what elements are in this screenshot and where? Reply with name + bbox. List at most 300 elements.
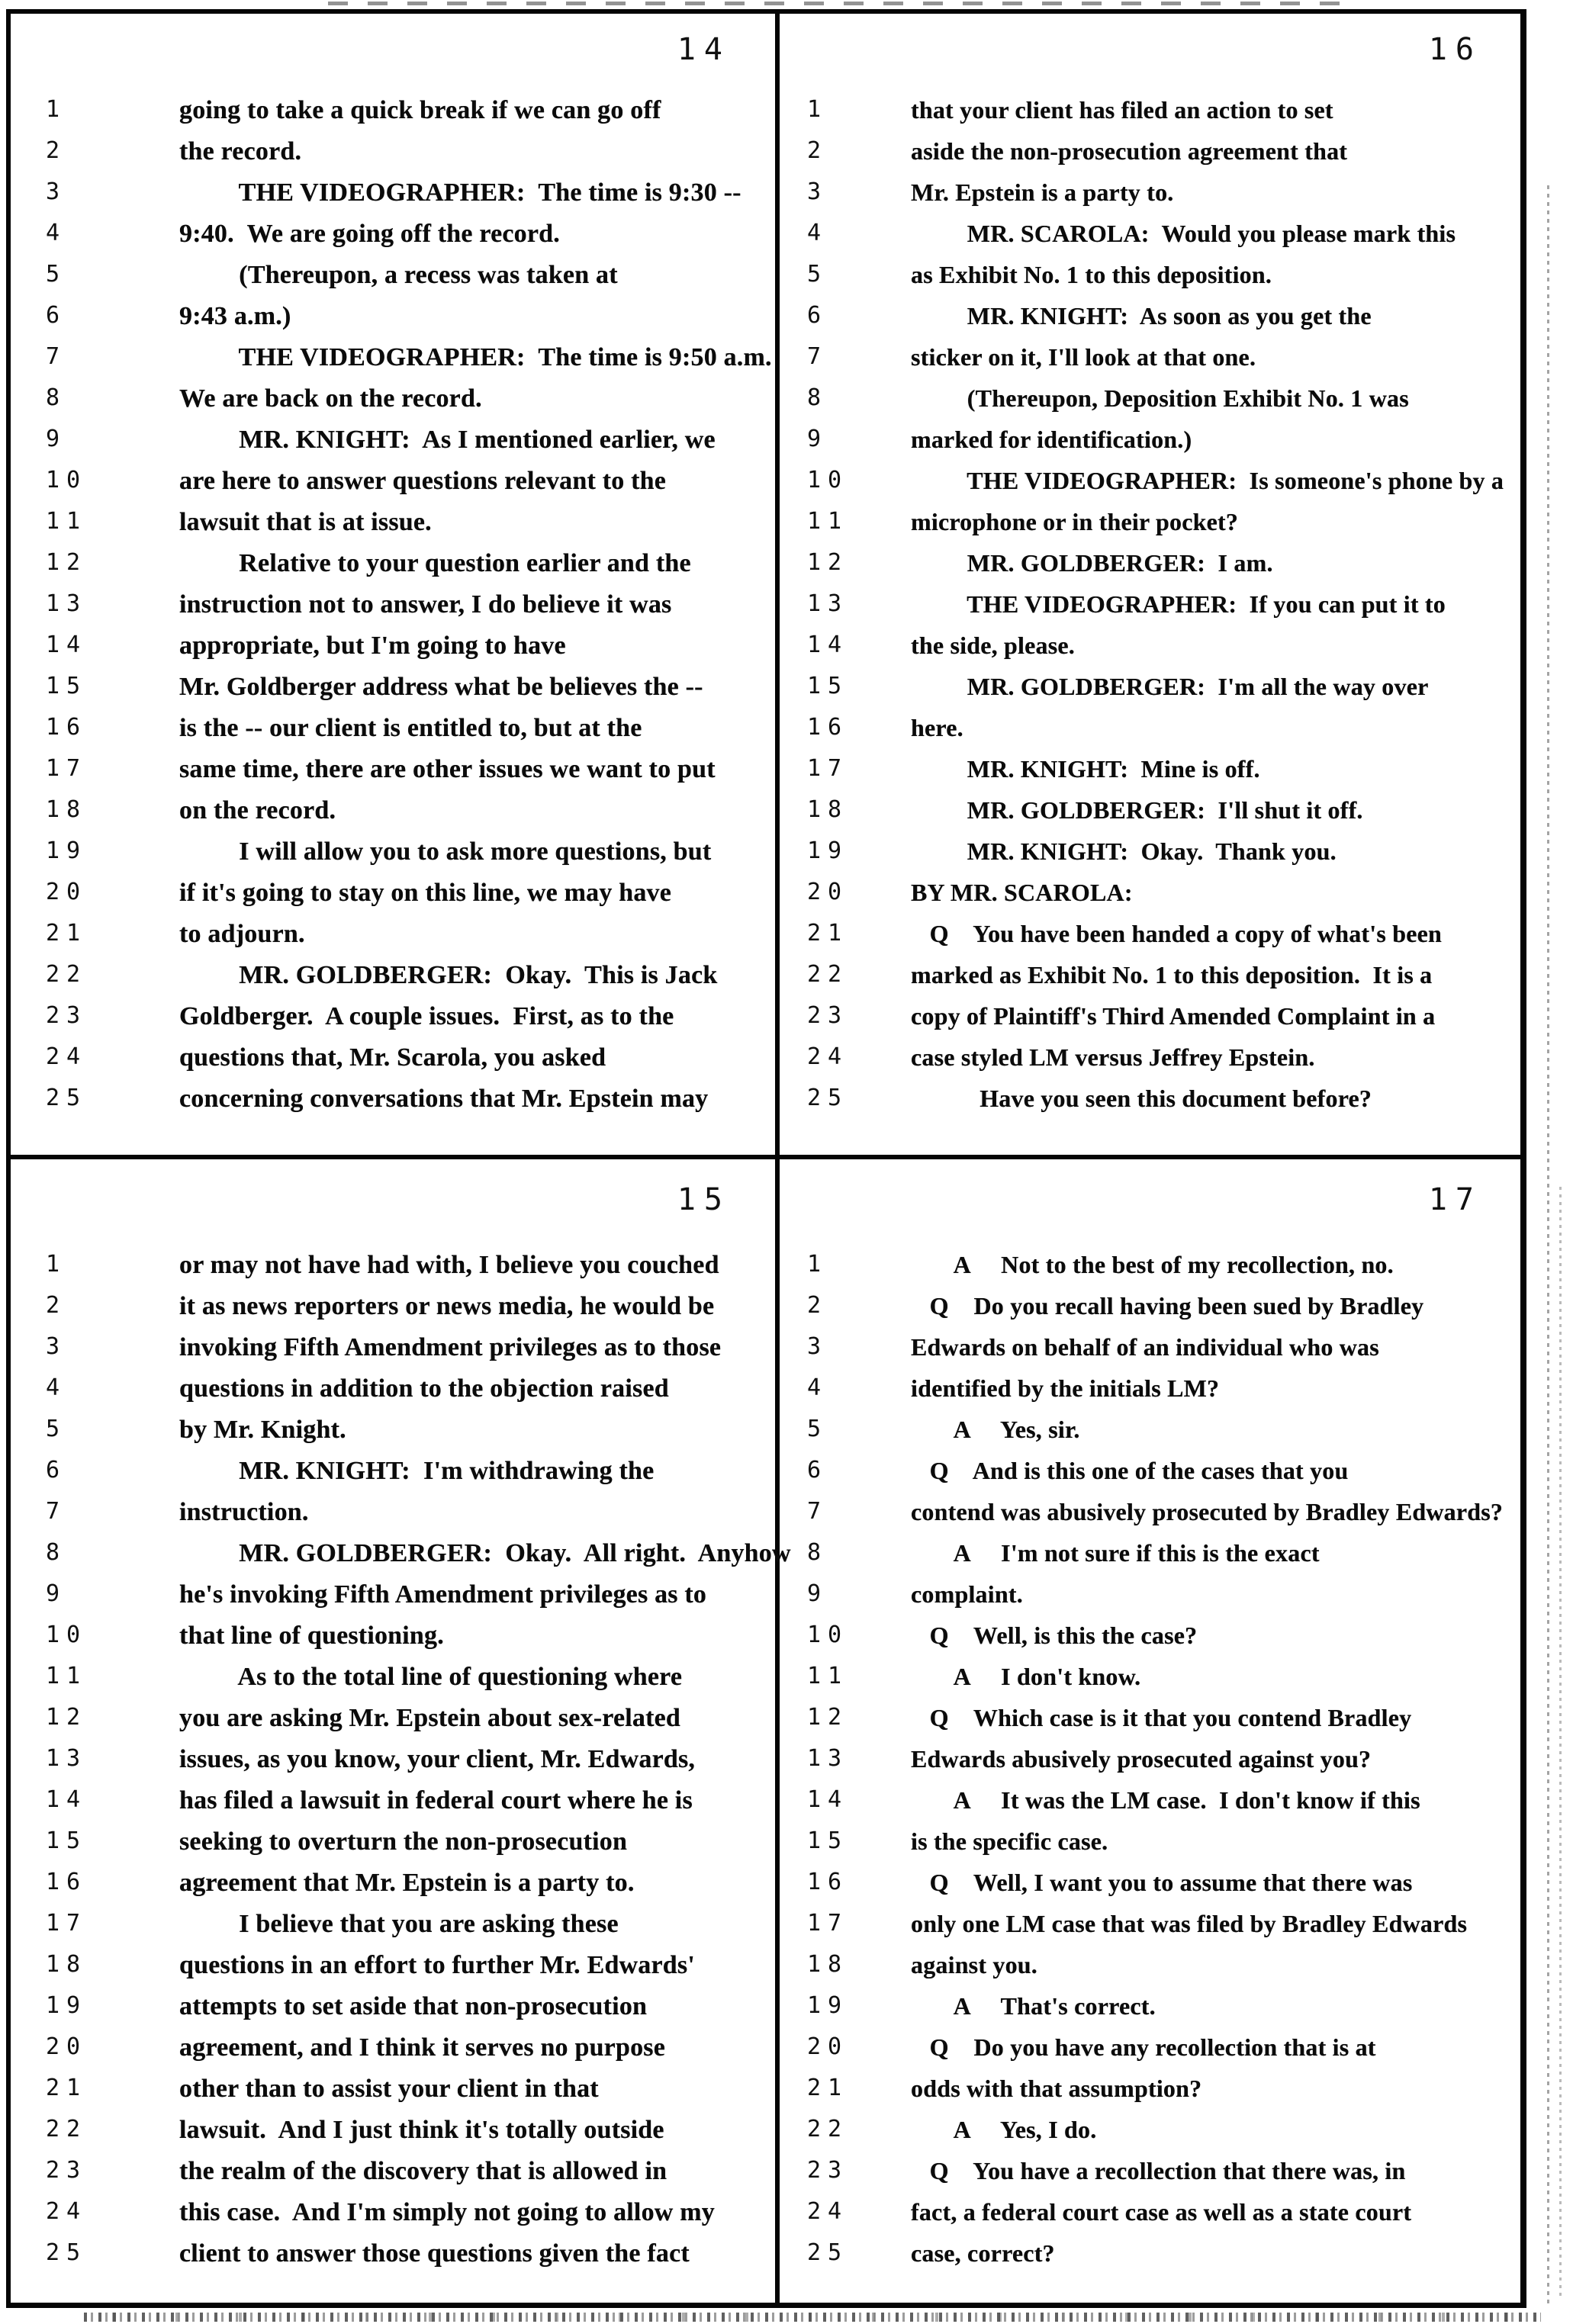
line-number: 4: [46, 1374, 67, 1401]
line-text: A That's correct.: [911, 1992, 1156, 2020]
line-number: 14: [46, 1786, 88, 1813]
transcript-line: [6, 1951, 775, 1992]
line-number: 12: [807, 1704, 849, 1731]
transcript-line: [780, 1085, 1526, 1126]
transcript-line: [780, 879, 1526, 920]
line-number: 22: [807, 2116, 849, 2142]
line-number: 3: [46, 1333, 67, 1360]
transcript-line: [6, 1333, 775, 1374]
transcript-line: [780, 590, 1526, 632]
line-text: lawsuit that is at issue.: [179, 508, 432, 536]
transcript-line: [780, 220, 1526, 261]
transcript-page-16: [780, 9, 1526, 1155]
transcript-line: [780, 1457, 1526, 1498]
transcript-line: [780, 137, 1526, 178]
line-number: 10: [46, 1622, 88, 1648]
line-text: is the -- our client is entitled to, but at the: [179, 714, 642, 742]
line-number: 14: [46, 632, 88, 658]
transcript-line: [6, 632, 775, 673]
transcript-line: [780, 2116, 1526, 2157]
line-number: 8: [807, 1539, 828, 1566]
line-text: he's invoking Fifth Amendment privileges as to: [179, 1580, 707, 1609]
line-number: 22: [46, 961, 88, 988]
line-number: 1: [807, 96, 828, 123]
line-number: 15: [46, 673, 88, 699]
line-text: Edwards abusively prosecuted against you?: [911, 1745, 1372, 1773]
line-text: the record.: [179, 137, 302, 166]
line-text: marked for identification.): [911, 426, 1192, 453]
line-text: Q Which case is it that you contend Bradley: [911, 1704, 1412, 1731]
line-text: 9:40. We are going off the record.: [179, 220, 560, 248]
line-number: 15: [807, 1827, 849, 1854]
line-text: odds with that assumption?: [911, 2075, 1202, 2102]
line-text: going to take a quick break if we can go off: [179, 96, 661, 124]
transcript-line: [780, 343, 1526, 384]
transcript-line: [780, 178, 1526, 220]
line-number: 6: [46, 1457, 67, 1483]
line-number: 20: [46, 879, 88, 905]
line-number: 24: [807, 1043, 849, 1070]
transcript-line: [780, 549, 1526, 590]
line-text: agreement, and I think it serves no purpose: [179, 2033, 666, 2062]
line-number: 20: [807, 2033, 849, 2060]
line-number: 12: [46, 549, 88, 576]
line-number: 21: [46, 920, 88, 947]
line-number: 6: [807, 302, 828, 329]
line-text: Q Well, is this the case?: [911, 1622, 1198, 1649]
scan-noise-top-edge: [328, 2, 1343, 5]
line-number: 21: [46, 2075, 88, 2101]
line-text: Q Do you recall having been sued by Bradley: [911, 1292, 1424, 1320]
line-number: 7: [807, 343, 828, 370]
line-text: complaint.: [911, 1580, 1023, 1608]
transcript-line: [780, 384, 1526, 426]
transcript-line: [6, 2033, 775, 2075]
line-text: the side, please.: [911, 632, 1075, 659]
page-number: 15: [677, 1182, 731, 1217]
line-text: A Yes, sir.: [911, 1416, 1080, 1443]
transcript-line: [780, 920, 1526, 961]
transcript-line: [780, 2198, 1526, 2239]
line-text: A Yes, I do.: [911, 2116, 1097, 2143]
line-text: if it's going to stay on this line, we may have: [179, 879, 672, 907]
transcript-line: [6, 178, 775, 220]
line-number: 11: [46, 1663, 88, 1689]
line-text: case styled LM versus Jeffrey Epstein.: [911, 1043, 1315, 1071]
transcript-line: [6, 2239, 775, 2281]
line-number: 5: [807, 261, 828, 288]
line-number: 2: [46, 1292, 67, 1319]
transcript-line: [6, 1251, 775, 1292]
line-text: MR. GOLDBERGER: Okay. This is Jack: [179, 961, 718, 989]
line-number: 10: [807, 1622, 849, 1648]
transcript-line: [6, 261, 775, 302]
line-number: 16: [46, 714, 88, 741]
line-text: that line of questioning.: [179, 1622, 444, 1650]
line-text: Q Do you have any recollection that is at: [911, 2033, 1376, 2061]
line-text: MR. GOLDBERGER: Okay. All right. Anyhow: [179, 1539, 791, 1567]
line-text: has filed a lawsuit in federal court where he is: [179, 1786, 693, 1815]
scan-noise-right-edge: [1547, 183, 1549, 2303]
line-number: 9: [807, 1580, 828, 1607]
line-text: to adjourn.: [179, 920, 305, 948]
line-text: questions in an effort to further Mr. Edwards': [179, 1951, 695, 1979]
transcript-page-14: [6, 9, 775, 1155]
transcript-line: [780, 1622, 1526, 1663]
line-text: MR. GOLDBERGER: I'm all the way over: [911, 673, 1429, 700]
line-text: Q You have a recollection that there was, in: [911, 2157, 1406, 2184]
line-text: As to the total line of questioning where: [179, 1663, 683, 1691]
line-number: 11: [807, 1663, 849, 1689]
line-number: 21: [807, 2075, 849, 2101]
line-number: 13: [46, 1745, 88, 1772]
transcript-line: [6, 1910, 775, 1951]
line-number: 11: [807, 508, 849, 535]
line-text: questions in addition to the objection raised: [179, 1374, 669, 1403]
transcript-line: [780, 1663, 1526, 1704]
line-number: 19: [807, 837, 849, 864]
transcript-line: [780, 2075, 1526, 2116]
line-number: 9: [807, 426, 828, 452]
transcript-line: [6, 1580, 775, 1622]
line-text: THE VIDEOGRAPHER: The time is 9:30 --: [179, 178, 741, 207]
page-number: 17: [1428, 1182, 1482, 1217]
line-text: attempts to set aside that non-prosecution: [179, 1992, 648, 2020]
transcript-line: [6, 1085, 775, 1126]
transcript-line: [780, 1416, 1526, 1457]
transcript-line: [780, 1251, 1526, 1292]
transcript-line: [780, 467, 1526, 508]
transcript-line: [780, 673, 1526, 714]
line-number: 3: [807, 1333, 828, 1360]
line-text: agreement that Mr. Epstein is a party to.: [179, 1869, 635, 1897]
line-number: 17: [46, 755, 88, 782]
line-text: that your client has filed an action to set: [911, 96, 1333, 124]
transcript-line: [6, 426, 775, 467]
transcript-line: [780, 1992, 1526, 2033]
line-text: other than to assist your client in that: [179, 2075, 599, 2103]
line-text: Q And is this one of the cases that you: [911, 1457, 1349, 1484]
transcript-line: [780, 1498, 1526, 1539]
line-text: MR. KNIGHT: As I mentioned earlier, we: [179, 426, 716, 454]
line-text: MR. SCAROLA: Would you please mark this: [911, 220, 1456, 247]
line-text: invoking Fifth Amendment privileges as to those: [179, 1333, 722, 1361]
line-text: against you.: [911, 1951, 1037, 1978]
line-number: 17: [807, 755, 849, 782]
transcript-line: [6, 2116, 775, 2157]
line-number: 19: [46, 1992, 88, 2019]
transcript-line: [6, 1002, 775, 1043]
line-text: THE VIDEOGRAPHER: If you can put it to: [911, 590, 1446, 618]
transcript-line: [780, 1745, 1526, 1786]
transcript-line: [6, 1869, 775, 1910]
transcript-line: [780, 1333, 1526, 1374]
line-text: MR. GOLDBERGER: I'll shut it off.: [911, 796, 1363, 824]
transcript-line: [6, 1498, 775, 1539]
transcript-line: [780, 1539, 1526, 1580]
line-text: questions that, Mr. Scarola, you asked: [179, 1043, 606, 1072]
transcript-line: [780, 632, 1526, 673]
line-number: 1: [46, 1251, 67, 1278]
line-text: MR. KNIGHT: As soon as you get the: [911, 302, 1372, 329]
line-number: 13: [46, 590, 88, 617]
line-number: 18: [807, 796, 849, 823]
line-text: Mr. Goldberger address what be believes the --: [179, 673, 703, 701]
line-number: 8: [46, 384, 67, 411]
transcript-line: [780, 1292, 1526, 1333]
line-text: Relative to your question earlier and the: [179, 549, 691, 577]
transcript-line: [6, 220, 775, 261]
line-text: We are back on the record.: [179, 384, 482, 413]
line-number: 22: [807, 961, 849, 988]
page-number: 14: [677, 32, 731, 67]
line-text: contend was abusively prosecuted by Bradley Edwards?: [911, 1498, 1504, 1525]
line-text: concerning conversations that Mr. Epstein may: [179, 1085, 709, 1113]
line-text: you are asking Mr. Epstein about sex-related: [179, 1704, 681, 1732]
line-text: Mr. Epstein is a party to.: [911, 178, 1174, 206]
line-number: 13: [807, 590, 849, 617]
line-number: 18: [46, 796, 88, 823]
line-text: client to answer those questions given the fact: [179, 2239, 690, 2268]
line-number: 17: [46, 1910, 88, 1937]
line-number: 20: [807, 879, 849, 905]
transcript-line: [780, 1374, 1526, 1416]
line-text: marked as Exhibit No. 1 to this deposition. It is a: [911, 961, 1433, 988]
transcript-line: [6, 1704, 775, 1745]
transcript-line: [780, 302, 1526, 343]
transcript-line: [780, 755, 1526, 796]
line-text: Goldberger. A couple issues. First, as to the: [179, 1002, 674, 1030]
line-number: 3: [807, 178, 828, 205]
transcript-line: [6, 343, 775, 384]
line-text: Edwards on behalf of an individual who was: [911, 1333, 1379, 1361]
line-text: appropriate, but I'm going to have: [179, 632, 566, 660]
line-text: same time, there are other issues we want to put: [179, 755, 716, 783]
line-number: 18: [46, 1951, 88, 1978]
line-number: 5: [807, 1416, 828, 1442]
line-text: MR. KNIGHT: Okay. Thank you.: [911, 837, 1337, 865]
transcript-page-15: [6, 1159, 791, 2308]
line-number: 2: [46, 137, 67, 164]
line-text: here.: [911, 714, 963, 741]
line-number: 24: [807, 2198, 849, 2225]
line-number: 16: [807, 1869, 849, 1895]
line-number: 18: [807, 1951, 849, 1978]
line-text: A I'm not sure if this is the exact: [911, 1539, 1320, 1567]
transcript-line: [780, 837, 1526, 879]
line-number: 9: [46, 1580, 67, 1607]
line-text: as Exhibit No. 1 to this deposition.: [911, 261, 1272, 288]
line-number: 3: [46, 178, 67, 205]
transcript-line: [780, 961, 1526, 1002]
transcript-line: [780, 1951, 1526, 1992]
line-number: 5: [46, 1416, 67, 1442]
line-number: 25: [807, 1085, 849, 1111]
transcript-line: [780, 1786, 1526, 1827]
line-number: 22: [46, 2116, 88, 2142]
line-text: sticker on it, I'll look at that one.: [911, 343, 1256, 371]
transcript-line: [6, 1416, 775, 1457]
line-number: 11: [46, 508, 88, 535]
line-text: MR. KNIGHT: I'm withdrawing the: [179, 1457, 655, 1485]
transcript-line: [6, 1043, 775, 1085]
line-number: 23: [46, 2157, 88, 2184]
line-number: 25: [46, 2239, 88, 2266]
transcript-line: [780, 2157, 1526, 2198]
line-text: (Thereupon, Deposition Exhibit No. 1 was: [911, 384, 1409, 412]
line-text: Q Well, I want you to assume that there was: [911, 1869, 1413, 1896]
transcript-line: [6, 920, 775, 961]
line-text: fact, a federal court case as well as a state court: [911, 2198, 1412, 2226]
line-text: instruction not to answer, I do believe it was: [179, 590, 672, 619]
transcript-line: [6, 2075, 775, 2116]
line-text: microphone or in their pocket?: [911, 508, 1239, 535]
line-text: or may not have had with, I believe you couched: [179, 1251, 719, 1279]
line-number: 23: [807, 1002, 849, 1029]
line-text: is the specific case.: [911, 1827, 1108, 1855]
line-text: instruction.: [179, 1498, 309, 1526]
scan-noise-bottom-edge: [84, 2313, 1541, 2322]
line-text: case, correct?: [911, 2239, 1055, 2267]
line-number: 4: [807, 220, 828, 246]
transcript-line: [780, 1043, 1526, 1085]
line-number: 13: [807, 1745, 849, 1772]
line-number: 2: [807, 137, 828, 164]
transcript-line: [6, 837, 775, 879]
line-text: A Not to the best of my recollection, no.: [911, 1251, 1394, 1278]
scan-noise-right-edge: [1559, 1182, 1562, 2296]
transcript-line: [780, 1002, 1526, 1043]
transcript-line: [6, 755, 775, 796]
transcript-line: [780, 2239, 1526, 2281]
transcript-line: [780, 261, 1526, 302]
line-number: 7: [46, 343, 67, 370]
transcript-page-17: [780, 1159, 1526, 2308]
transcript-line: [780, 1580, 1526, 1622]
transcript-line: [6, 1827, 775, 1869]
transcript-line: [6, 1622, 775, 1663]
transcript-line: [6, 1663, 775, 1704]
transcript-line: [780, 1704, 1526, 1745]
line-text: this case. And I'm simply not going to allow my: [179, 2198, 715, 2226]
transcript-line: [780, 508, 1526, 549]
line-number: 10: [807, 467, 849, 493]
transcript-line: [6, 1786, 775, 1827]
transcript-line: [780, 96, 1526, 137]
line-number: 4: [46, 220, 67, 246]
line-text: (Thereupon, a recess was taken at: [179, 261, 618, 289]
transcript-line: [6, 1457, 775, 1498]
line-text: aside the non-prosecution agreement that: [911, 137, 1348, 165]
line-number: 23: [807, 2157, 849, 2184]
line-number: 25: [46, 1085, 88, 1111]
transcript-line: [6, 714, 775, 755]
line-number: 5: [46, 261, 67, 288]
line-text: I will allow you to ask more questions, but: [179, 837, 712, 866]
transcript-line: [6, 96, 775, 137]
line-text: lawsuit. And I just think it's totally outside: [179, 2116, 664, 2144]
transcript-line: [780, 1869, 1526, 1910]
line-number: 23: [46, 1002, 88, 1029]
line-text: THE VIDEOGRAPHER: Is someone's phone by a: [911, 467, 1504, 494]
line-number: 19: [46, 837, 88, 864]
transcript-line: [6, 961, 775, 1002]
transcript-line: [6, 1539, 791, 1580]
transcript-line: [780, 1827, 1526, 1869]
line-number: 16: [46, 1869, 88, 1895]
transcript-line: [780, 426, 1526, 467]
line-number: 14: [807, 632, 849, 658]
line-number: 24: [46, 2198, 88, 2225]
line-number: 7: [807, 1498, 828, 1525]
line-text: MR. GOLDBERGER: I am.: [911, 549, 1273, 577]
transcript-line: [6, 879, 775, 920]
line-text: BY MR. SCAROLA:: [911, 879, 1133, 906]
line-text: by Mr. Knight.: [179, 1416, 346, 1444]
transcript-line: [6, 384, 775, 426]
line-text: A I don't know.: [911, 1663, 1141, 1690]
line-number: 12: [46, 1704, 88, 1731]
transcript-line: [6, 2198, 775, 2239]
transcript-line: [6, 673, 775, 714]
transcript-line: [780, 1910, 1526, 1951]
line-text: Have you seen this document before?: [911, 1085, 1372, 1112]
line-number: 6: [46, 302, 67, 329]
transcript-line: [6, 796, 775, 837]
transcript-line: [6, 467, 775, 508]
line-number: 17: [807, 1910, 849, 1937]
line-number: 19: [807, 1992, 849, 2019]
line-text: Q You have been handed a copy of what's been: [911, 920, 1443, 947]
transcript-line: [6, 508, 775, 549]
line-text: on the record.: [179, 796, 336, 824]
line-text: seeking to overturn the non-prosecution: [179, 1827, 628, 1856]
line-number: 6: [807, 1457, 828, 1483]
line-number: 24: [46, 1043, 88, 1070]
transcript-line: [6, 1292, 775, 1333]
transcript-line: [6, 549, 775, 590]
line-text: are here to answer questions relevant to the: [179, 467, 667, 495]
line-text: copy of Plaintiff's Third Amended Complaint in a: [911, 1002, 1436, 1030]
line-number: 15: [807, 673, 849, 699]
line-number: 2: [807, 1292, 828, 1319]
line-number: 15: [46, 1827, 88, 1854]
line-number: 12: [807, 549, 849, 576]
line-text: only one LM case that was filed by Bradley Edwards: [911, 1910, 1468, 1937]
line-number: 16: [807, 714, 849, 741]
line-number: 1: [46, 96, 67, 123]
line-text: I believe that you are asking these: [179, 1910, 619, 1938]
line-number: 20: [46, 2033, 88, 2060]
line-number: 7: [46, 1498, 67, 1525]
line-text: 9:43 a.m.): [179, 302, 291, 330]
transcript-line: [780, 2033, 1526, 2075]
transcript-line: [6, 1374, 775, 1416]
line-text: issues, as you know, your client, Mr. Edwards,: [179, 1745, 696, 1773]
line-number: 8: [807, 384, 828, 411]
line-text: it as news reporters or news media, he would be: [179, 1292, 715, 1320]
line-number: 25: [807, 2239, 849, 2266]
transcript-line: [780, 796, 1526, 837]
line-number: 14: [807, 1786, 849, 1813]
line-number: 10: [46, 467, 88, 493]
line-text: identified by the initials LM?: [911, 1374, 1220, 1402]
transcript-line: [6, 302, 775, 343]
line-number: 21: [807, 920, 849, 947]
page-number: 16: [1428, 32, 1482, 67]
line-number: 1: [807, 1251, 828, 1278]
transcript-line: [6, 1992, 775, 2033]
